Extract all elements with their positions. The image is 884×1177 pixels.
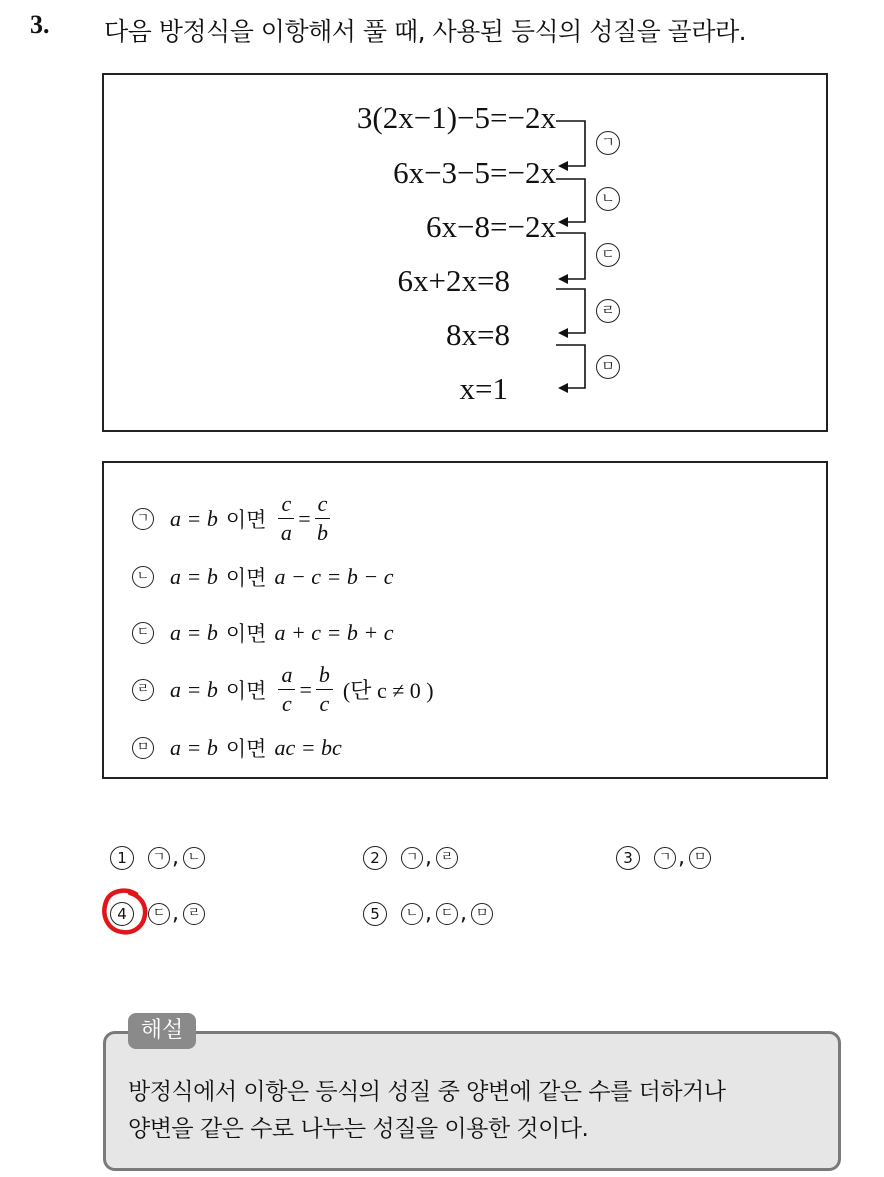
question-number: 3. [30, 10, 50, 39]
solution-line: 방정식에서 이항은 등식의 성질 중 양변에 같은 수를 더하거나 [128, 1079, 726, 1105]
choice-mark: ㄷ [436, 903, 458, 925]
equation-line: 6x−3−5=−2x [393, 155, 556, 190]
step-arrow [556, 345, 585, 388]
step-arrow [556, 179, 585, 222]
step-mark: ㅁ [596, 355, 620, 379]
fraction-denominator: c [319, 691, 330, 716]
property-word: 이면 [225, 507, 267, 532]
property-expression: a − c = b − c [274, 564, 394, 589]
property-row [132, 618, 394, 648]
fraction-denominator: a [280, 520, 292, 545]
step-arrow [556, 233, 585, 279]
equation-box [102, 73, 828, 432]
solution-line: 양변을 같은 수로 나누는 성질을 이용한 것이다. [128, 1116, 589, 1142]
step-arrow [556, 289, 585, 333]
property-mark: ㄴ [132, 566, 154, 588]
equation-line: x=1 [459, 371, 508, 406]
property-condition: a = b [170, 735, 218, 760]
properties-box [102, 461, 828, 779]
property-mark: ㅁ [132, 737, 154, 759]
step-mark: ㄴ [596, 187, 620, 211]
step-arrows [104, 75, 826, 430]
choice-mark: ㄱ [148, 847, 170, 869]
answer-circle-stroke [104, 891, 145, 933]
property-mark: ㄹ [132, 679, 154, 701]
equals-sign: = [299, 676, 312, 702]
choice-number: 5 [363, 902, 387, 926]
property-condition: a = b [170, 676, 218, 702]
property-word: 이면 [225, 622, 267, 646]
property-condition: a = b [170, 620, 218, 645]
arrow-head [558, 274, 568, 284]
fraction [278, 493, 294, 544]
property-note: (단 c ≠ 0 ) [342, 678, 434, 703]
equation-line: 6x−8=−2x [426, 209, 556, 244]
property-row [132, 733, 342, 763]
property-row [132, 493, 334, 544]
step-arrow [556, 121, 585, 166]
property-condition: a = b [170, 505, 218, 531]
property-word: 이면 [225, 566, 267, 590]
fraction [278, 664, 295, 715]
arrow-head [558, 383, 568, 393]
arrow-head [558, 328, 568, 338]
arrow-head [558, 217, 568, 227]
fraction [315, 493, 331, 544]
choice-1[interactable]: 1 ㄱ , ㄴ [110, 845, 205, 870]
equation-line: 8x=8 [446, 317, 510, 352]
choice-number: 1 [110, 846, 134, 870]
fraction-numerator: c [315, 493, 331, 519]
fraction-numerator: c [278, 493, 294, 519]
choice-mark: ㅁ [471, 903, 493, 925]
equation-line: 6x+2x=8 [397, 263, 510, 298]
choice-mark: ㄱ [654, 847, 676, 869]
property-mark: ㄱ [132, 508, 154, 530]
choice-mark: ㄷ [148, 903, 170, 925]
arrow-head [558, 161, 568, 171]
fraction-numerator: b [316, 664, 333, 690]
choice-5[interactable]: 5 ㄴ , ㄷ , ㅁ [363, 901, 493, 926]
fraction-denominator: c [282, 691, 292, 716]
fraction-denominator: b [317, 520, 328, 545]
property-condition: a = b [170, 564, 218, 589]
choice-2[interactable]: 2 ㄱ , ㄹ [363, 845, 458, 870]
answer-circle-mark [100, 886, 150, 938]
step-mark: ㄱ [596, 131, 620, 155]
fraction [316, 664, 333, 715]
choice-mark: ㄹ [183, 903, 205, 925]
property-expression: ac = bc [274, 735, 342, 760]
choice-number: 3 [616, 846, 640, 870]
equals-sign: = [298, 505, 311, 531]
property-mark: ㄷ [132, 622, 154, 644]
choice-mark: ㄴ [401, 903, 423, 925]
choice-mark: ㄱ [401, 847, 423, 869]
property-row [132, 562, 394, 592]
step-mark: ㄷ [596, 243, 620, 267]
property-expression: a + c = b + c [274, 620, 394, 645]
question-text: 다음 방정식을 이항해서 풀 때, 사용된 등식의 성질을 골라라. [104, 17, 747, 46]
step-mark: ㄹ [596, 299, 620, 323]
property-word: 이면 [225, 678, 267, 703]
choice-mark: ㄹ [436, 847, 458, 869]
choice-4[interactable]: 4 ㄷ , ㄹ [110, 901, 205, 926]
choice-3[interactable]: 3 ㄱ , ㅁ [616, 845, 711, 870]
choice-number: 4 [110, 902, 134, 926]
equation-line: 3(2x−1)−5=−2x [356, 100, 556, 135]
property-row [132, 664, 434, 715]
choice-mark: ㅁ [689, 847, 711, 869]
choice-mark: ㄴ [183, 847, 205, 869]
property-word: 이면 [225, 737, 267, 761]
solution-tab: 해설 [128, 1013, 196, 1049]
fraction-numerator: a [278, 664, 295, 690]
choice-number: 2 [363, 846, 387, 870]
